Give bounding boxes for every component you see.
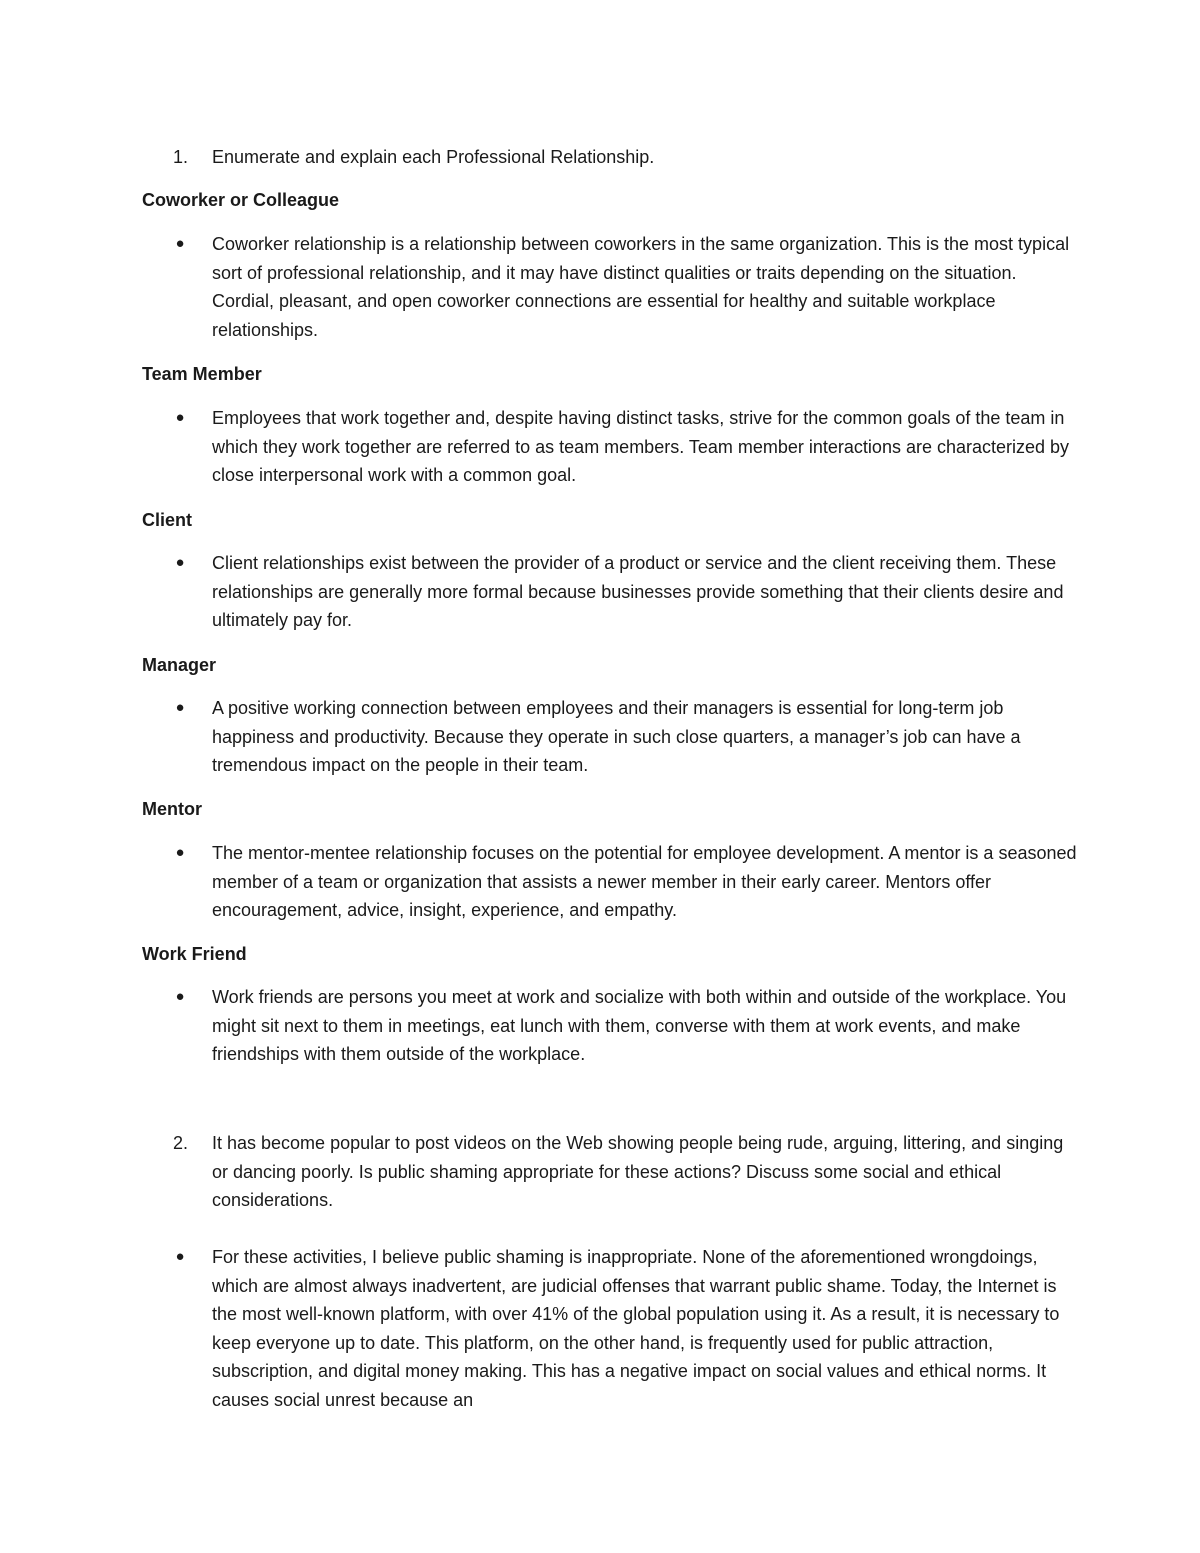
section-heading-manager: Manager xyxy=(142,655,217,675)
bullet-icon: ● xyxy=(175,988,185,1005)
section-heading-client: Client xyxy=(142,510,193,530)
section-text-manager: A positive working connection between employees and their managers is essential for long-term job happiness and productivity. Because they operate in such close quarters, a manager’s job can have a tremendous impact on the people in their team. xyxy=(212,698,1021,776)
question-2-answer: For these activities, I believe public shaming is inappropriate. None of the aforementioned wrongdoings, which are almost always inadvertent, are judicial offenses that warrant public shame. Today, the Internet is the most well-known platform, with over 41% of the global population using it. As a result, it is necessary to keep everyone up to date. This platform, on the other hand, is frequently used for public attraction, subscription, and digital money making. This has a negative impact on social values and ethical norms. It causes social unrest because an xyxy=(212,1247,1060,1410)
bullet-icon: ● xyxy=(175,699,185,716)
bullet-icon: ● xyxy=(175,409,185,426)
section-heading-team-member: Team Member xyxy=(142,364,262,384)
section-heading-coworker: Coworker or Colleague xyxy=(142,190,340,210)
bullet-icon: ● xyxy=(175,235,185,252)
question-1-prompt: Enumerate and explain each Professional Relationship. xyxy=(212,147,655,167)
section-text-work-friend: Work friends are persons you meet at work and socialize with both within and outside of the workplace. You might sit next to them in meetings, eat lunch with them, converse with them at work events, and make friendships with them outside of the workplace. xyxy=(212,987,1067,1065)
question-2-prompt: It has become popular to post videos on the Web showing people being rude, arguing, littering, and singing or dancing poorly. Is public shaming appropriate for these actions? Discuss some social and ethical considerations. xyxy=(212,1133,1064,1211)
section-heading-mentor: Mentor xyxy=(142,799,202,819)
section-text-coworker: Coworker relationship is a relationship between coworkers in the same organization. This is the most typical sort of professional relationship, and it may have distinct qualities or traits depending on the situation. Cordial, pleasant, and open coworker connections are essential for healthy and suitable workplace relationships. xyxy=(212,234,1070,340)
question-2-number: 2. xyxy=(172,1133,188,1153)
bullet-icon: ● xyxy=(175,554,185,571)
bullet-icon: ● xyxy=(175,844,185,861)
bullet-icon: ● xyxy=(175,1248,185,1265)
question-1-number: 1. xyxy=(172,147,188,167)
section-text-mentor: The mentor-mentee relationship focuses on the potential for employee development. A mentor is a seasoned member of a team or organization that assists a newer member in their early career. Mentors offer encouragement, advice, insight, experience, and empathy. xyxy=(212,843,1077,921)
section-text-client: Client relationships exist between the provider of a product or service and the client receiving them. These relationships are generally more formal because businesses provide something that their clients desire and ultimately pay for. xyxy=(212,553,1064,631)
section-text-team-member: Employees that work together and, despite having distinct tasks, strive for the common goals of the team in which they work together are referred to as team members. Team member interactions are characterized by close interpersonal work with a common goal. xyxy=(212,408,1070,486)
section-heading-work-friend: Work Friend xyxy=(142,944,247,964)
